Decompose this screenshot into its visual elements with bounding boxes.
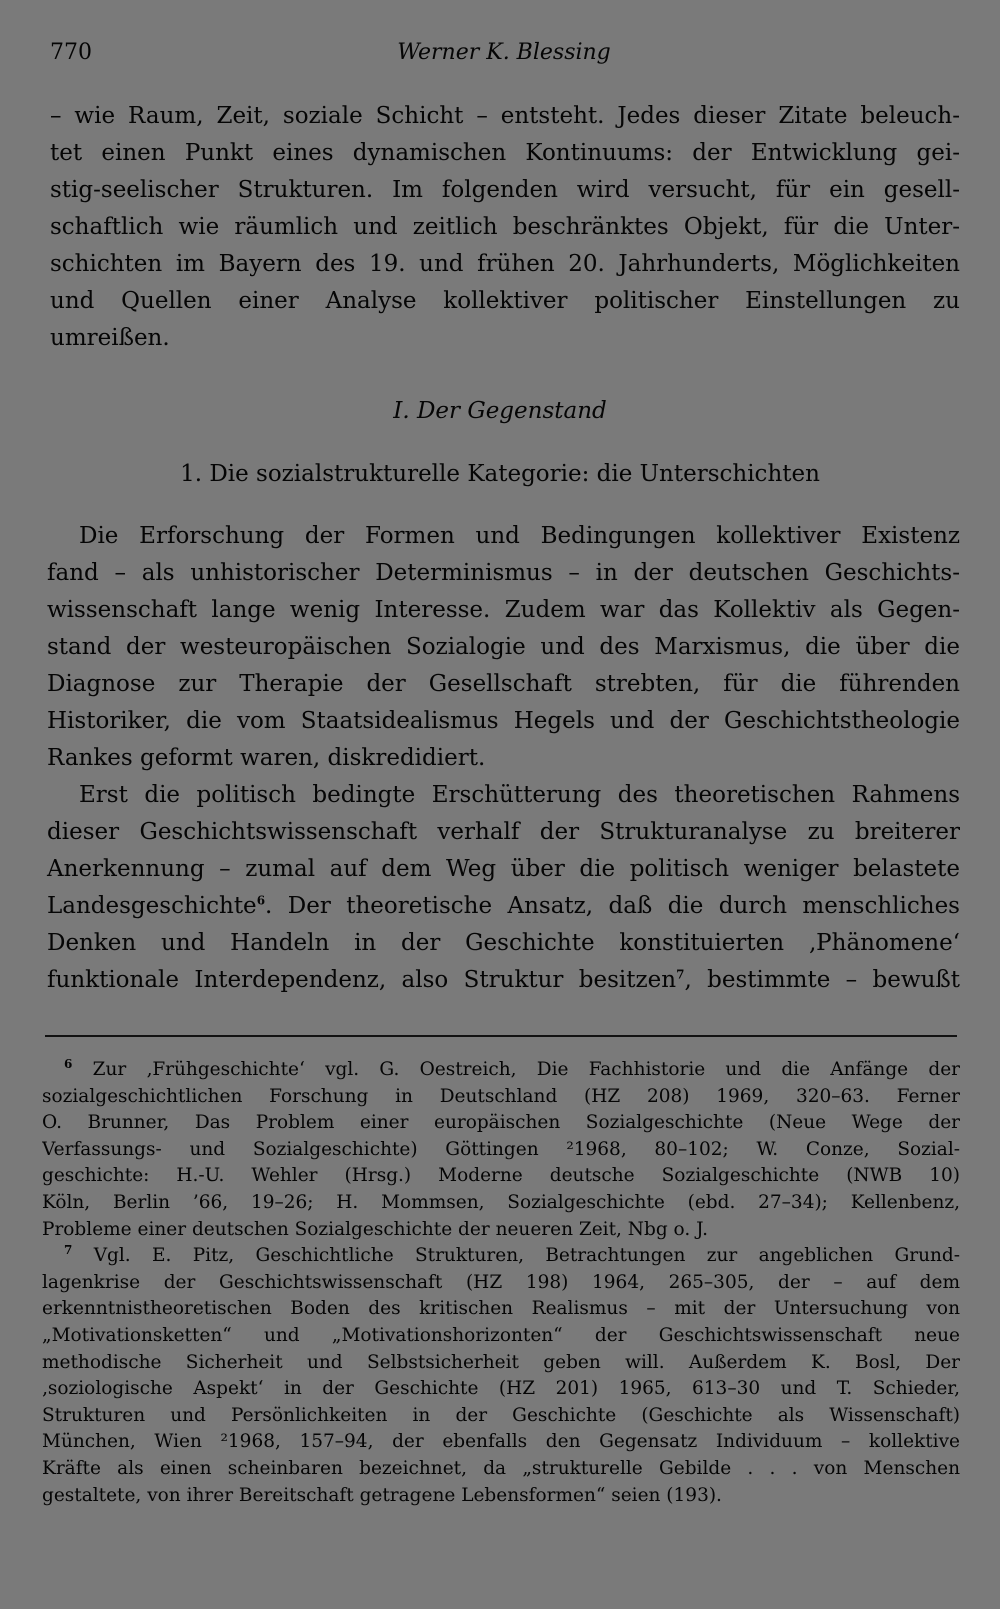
text-fragment: . Der theoretische Ansatz, daß die durch menschliches xyxy=(265,893,960,919)
footnote-text: Vgl. E. Pitz, Geschichtliche Strukturen, Betrachtungen zur angeblichen Grund- xyxy=(93,1245,960,1267)
footnote-separator xyxy=(45,1035,957,1037)
footnote-line: „Motivationsketten“ und „Motivationshorizonten“ der Geschichtswissenschaft neue xyxy=(42,1324,960,1346)
footnote-line: erkenntnistheoretischen Boden des kritischen Realismus – mit der Untersuchung von xyxy=(42,1298,960,1320)
footnote-6 xyxy=(42,1057,960,1243)
text-line: Die Erforschung der Formen und Bedingungen kollektiver Existenz xyxy=(79,523,960,549)
footnotes xyxy=(42,1057,960,1509)
text-line xyxy=(47,962,960,999)
text-line: tet einen Punkt eines dynamischen Kontinuums: der Entwicklung gei- xyxy=(50,140,960,166)
text-line: Denken und Handeln in der Geschichte konstituierten ‚Phänomene‘ xyxy=(47,930,960,956)
text-line: umreißen. xyxy=(50,325,170,351)
text-line: Historiker, die vom Staatsidealismus Hegels und der Geschichtstheologie xyxy=(47,708,960,734)
text-line: stand der westeuropäischen Sozialogie und des Marxismus, die über die xyxy=(47,634,960,660)
text-line: Diagnose zur Therapie der Gesellschaft strebten, für die führenden xyxy=(47,671,960,697)
footnote-line xyxy=(42,1057,960,1084)
text-line: Erst die politisch bedingte Erschütterung des theoretischen Rahmens xyxy=(79,782,960,808)
text-fragment: funktionale Interdependenz, also Struktur besitzen xyxy=(47,967,677,993)
text-line: dieser Geschichtswissenschaft verhalf der Strukturanalyse zu breiterer xyxy=(47,819,960,845)
page-number: 770 xyxy=(50,40,92,65)
text-line: Rankes geformt waren, diskredidiert. xyxy=(47,745,486,771)
footnote-line: sozialgeschichtlichen Forschung in Deutschland (HZ 208) 1969, 320–63. Ferner xyxy=(42,1085,960,1107)
subsection-heading: 1. Die sozialstrukturelle Kategorie: die Unterschichten xyxy=(180,461,820,487)
paragraph-1 xyxy=(47,518,960,777)
footnote-line: Probleme einer deutschen Sozialgeschichte der neueren Zeit, Nbg o. J. xyxy=(42,1218,708,1240)
footnote-line: München, Wien ²1968, 157–94, der ebenfalls den Gegensatz Individuum – kollektive xyxy=(42,1431,960,1453)
footnote-line: Kräfte als einen scheinbaren bezeichnet, da „strukturelle Gebilde . . . von Menschen xyxy=(42,1457,960,1479)
text-line: und Quellen einer Analyse kollektiver politischer Einstellungen zu xyxy=(50,288,960,314)
paragraph-2 xyxy=(47,777,960,999)
footnote-line: ‚soziologische Aspekt‘ in der Geschichte (HZ 201) 1965, 613–30 und T. Schieder, xyxy=(42,1378,960,1400)
text-fragment: , bestimmte – bewußt xyxy=(684,967,960,993)
footnote-line: Köln, Berlin ’66, 19–26; H. Mommsen, Sozialgeschichte (ebd. 27–34); Kellenbenz, xyxy=(42,1191,960,1213)
text-line: wissenschaft lange wenig Interesse. Zudem war das Kollektiv als Gegen- xyxy=(47,597,960,623)
footnote-line: lagenkrise der Geschichtswissenschaft (HZ 198) 1964, 265–305, der – auf dem xyxy=(42,1271,960,1293)
running-title: Werner K. Blessing xyxy=(397,40,611,65)
text-line: schaftlich wie räumlich und zeitlich beschränktes Objekt, für die Unter- xyxy=(50,214,960,240)
footnote-line xyxy=(42,1243,960,1270)
text-line: fand – als unhistorischer Determinismus – in der deutschen Geschichts- xyxy=(47,560,960,586)
text-line: Anerkennung – zumal auf dem Weg über die politisch weniger belastete xyxy=(47,856,960,882)
footnote-line: Verfassungs- und Sozialgeschichte) Göttingen ²1968, 80–102; W. Conze, Sozial- xyxy=(42,1138,960,1160)
text-line: schichten im Bayern des 19. und frühen 20. Jahrhunderts, Möglichkeiten xyxy=(50,251,960,277)
footnote-ref-6[interactable]: 6 xyxy=(256,893,266,908)
section-heading: I. Der Gegenstand xyxy=(393,398,607,424)
intro-paragraph xyxy=(50,98,960,357)
footnote-marker: 6 xyxy=(64,1057,73,1071)
footnote-line: O. Brunner, Das Problem einer europäischen Sozialgeschichte (Neue Wege der xyxy=(42,1112,960,1134)
text-line: stig-seelischer Strukturen. Im folgenden wird versucht, für ein gesell- xyxy=(50,177,960,203)
footnote-line: geschichte: H.-U. Wehler (Hrsg.) Moderne deutsche Sozialgeschichte (NWB 10) xyxy=(42,1165,960,1187)
footnote-ref-7[interactable]: 7 xyxy=(676,967,685,982)
text-fragment: Landesgeschichte xyxy=(47,893,257,919)
footnote-line: gestaltete, von ihrer Bereitschaft getragene Lebensformen“ seien (193). xyxy=(42,1484,722,1506)
footnote-line: Strukturen und Persönlichkeiten in der Geschichte (Geschichte als Wissenschaft) xyxy=(42,1404,960,1426)
footnote-line: methodische Sicherheit und Selbstsicherheit geben will. Außerdem K. Bosl, Der xyxy=(42,1351,960,1373)
footnote-7 xyxy=(42,1243,960,1509)
text-line xyxy=(47,888,960,925)
footnote-marker: 7 xyxy=(64,1243,73,1257)
body-text xyxy=(47,518,960,999)
footnote-text: Zur ‚Frühgeschichte‘ vgl. G. Oestreich, Die Fachhistorie und die Anfänge der xyxy=(92,1059,960,1080)
running-head xyxy=(50,40,958,74)
text-line: – wie Raum, Zeit, soziale Schicht – entsteht. Jedes dieser Zitate beleuch- xyxy=(50,103,960,129)
